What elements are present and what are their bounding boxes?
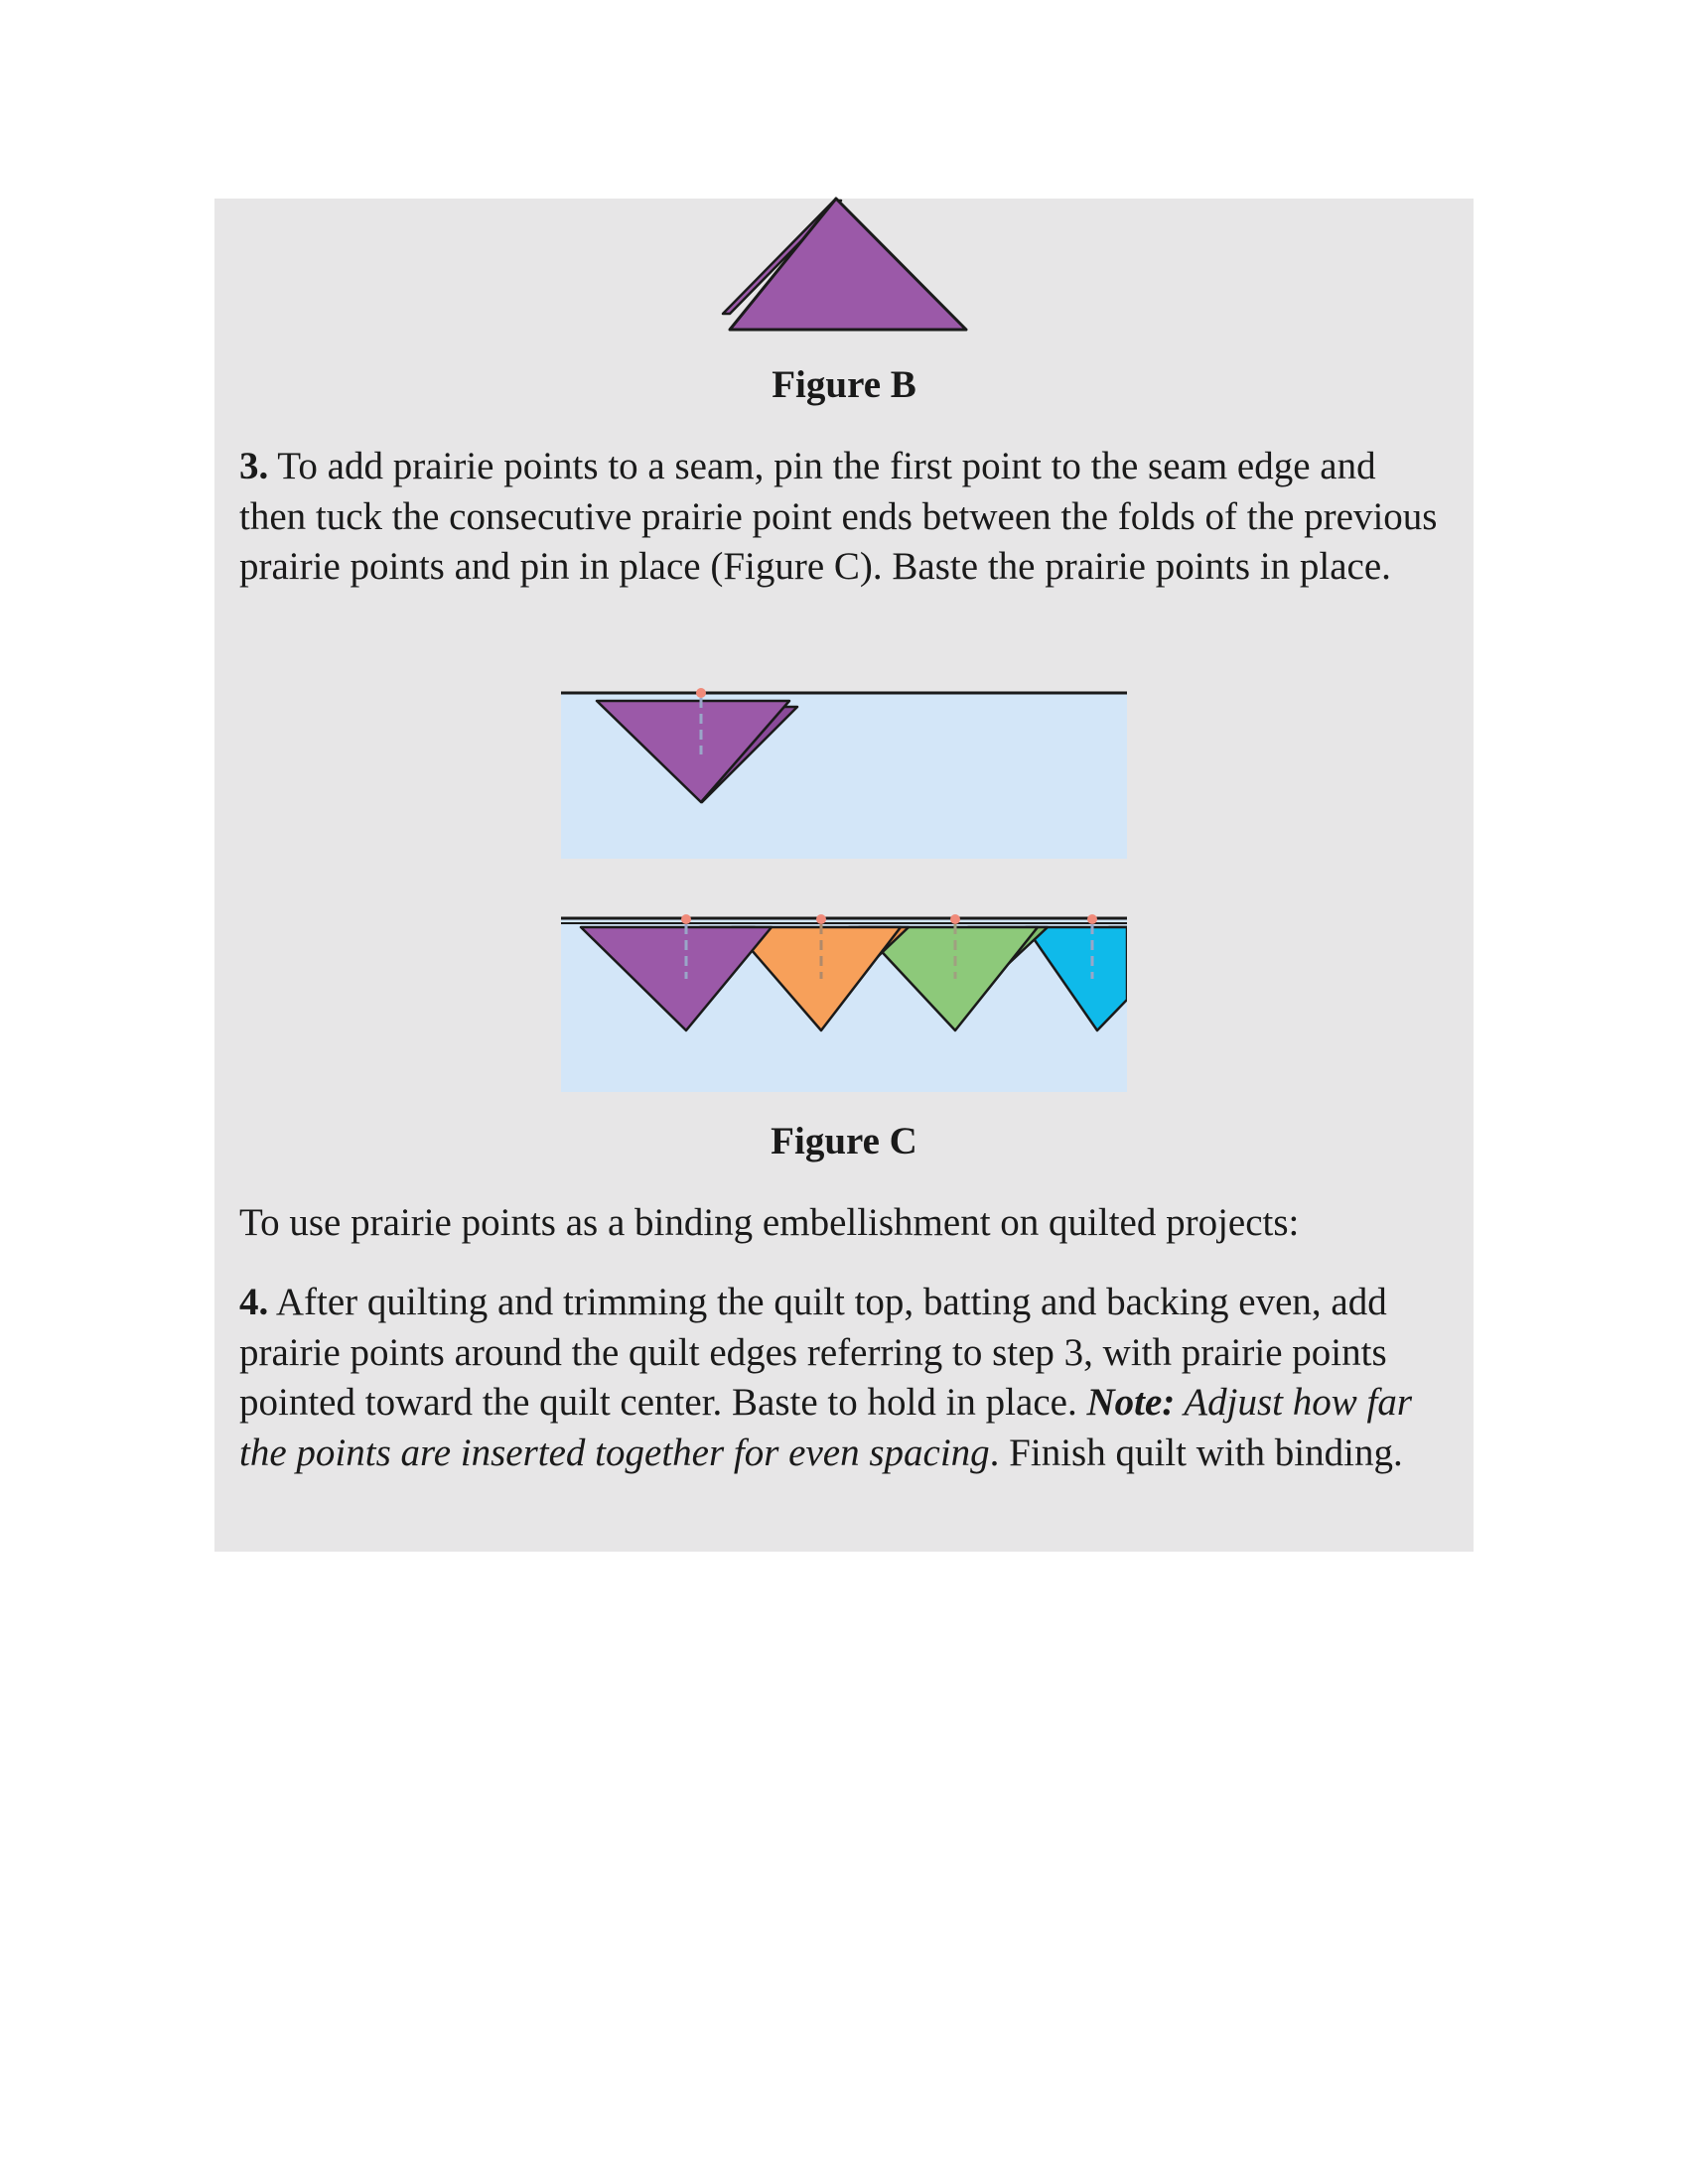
step-3-number: 3. — [239, 445, 269, 487]
figure-c-point-row — [561, 913, 1127, 1092]
step-3-paragraph — [239, 442, 1451, 593]
figure-b-caption: Figure B — [772, 363, 916, 406]
step-4-paragraph — [239, 1278, 1451, 1478]
binding-intro-paragraph: To use prairie points as a binding embellishment on quilted projects: — [239, 1201, 1300, 1244]
step-3-text: To add prairie points to a seam, pin the first point to the seam edge and then tuck the consecutive prairie point ends between the folds of the previous prairie points and pin in place (Figure C). Baste the prairie points in place. — [239, 445, 1438, 588]
note-text: Adjust how far the points are inserted together for even spacing — [239, 1381, 1413, 1474]
prairie-point-front — [730, 199, 966, 330]
figure-c-single-point — [561, 685, 1127, 859]
step-4-text-b: . Finish quilt with binding. — [989, 1431, 1403, 1474]
figure-b-illustration — [720, 197, 968, 334]
step-4-number: 4. — [239, 1281, 269, 1323]
step-4-text-a: After quilting and trimming the quilt top, batting and backing even, add prairie points around the quilt edges referring to step 3, with prairie points pointed toward the quilt center. Baste to hold in place. — [239, 1281, 1387, 1424]
figure-c-caption: Figure C — [771, 1120, 917, 1162]
note-label: Note: — [1086, 1381, 1176, 1424]
